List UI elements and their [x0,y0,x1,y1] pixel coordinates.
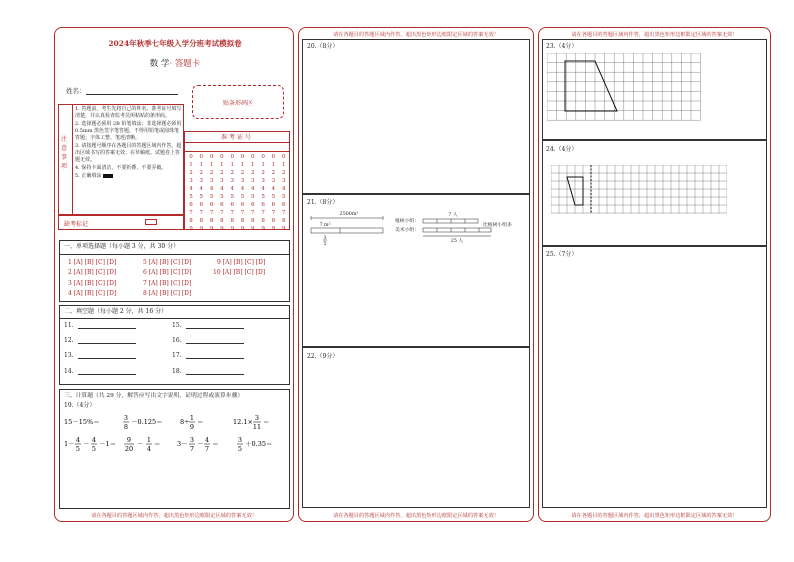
ticket-digit-bubble[interactable]: 0 [251,154,255,160]
ticket-digit-bubble[interactable]: 4 [251,186,255,192]
ticket-digit-column[interactable] [268,153,278,233]
frac-den: 8 [123,423,129,431]
ticket-digit-bubble[interactable]: 8 [281,218,286,224]
frac-den: 4 [146,445,152,453]
expr: － [83,440,90,448]
notice-title: 注意事项 [61,136,68,170]
choice-item[interactable]: 1 [A] [B] [C] [D] [68,259,117,266]
ticket-digit-bubble[interactable]: 4 [271,186,276,192]
ticket-bubble-grid[interactable] [186,153,290,231]
expr: － [197,440,204,448]
ticket-digit-bubble[interactable]: 9 [251,226,255,232]
subject-sub: · 答题卡 [169,59,201,69]
q19-label: 19.（4分） [64,402,96,409]
ticket-digit-bubble[interactable]: 1 [271,162,276,168]
choice-item[interactable]: 5 [A] [B] [C] [D] [143,259,192,266]
expr: 15－15%＝ [64,418,100,426]
fill-label: 18. [172,368,182,375]
frac-den: 5 [237,445,243,453]
subject-main: 数 学 [149,59,170,69]
warning-header: 请在各题目的答题区域内作答，超出黑色矩形边框限定区域的答案无效！ [571,32,738,38]
ratio-label: 比植树小组多 [483,223,512,228]
notice-item: 2. 选择题必须用 2B 铅笔填涂；非选择题必须用 0.5mm 黑色签字笔答题，不得用铅笔或圆珠笔答题；字体工整、笔迹清晰。 [75,121,182,141]
ticket-digit-column[interactable] [217,153,227,233]
ticket-digit-bubble[interactable]: 5 [240,194,245,200]
ticket-digit-bubble[interactable]: 2 [209,170,214,176]
ticket-digit-bubble[interactable]: 2 [261,170,265,176]
fill-label: 12. [64,337,74,344]
ticket-digit-bubble[interactable]: 0 [189,154,193,160]
ticket-digit-bubble[interactable]: 2 [220,170,224,176]
ticket-digit-bubble[interactable]: 1 [251,162,255,168]
expr: － [137,440,144,448]
name-field[interactable] [86,94,178,95]
ticket-digit-bubble[interactable]: 6 [240,202,245,208]
frac-num: 3 [189,436,195,444]
absent-label: 缺考标记 [64,221,89,228]
warning-footer: 请在各题目的答题区域内作答，超出黑色矩形边框限定区域的答案无效！ [90,513,257,519]
ticket-digit-bubble[interactable]: 9 [261,226,265,232]
ticket-digit-column[interactable] [238,153,248,233]
frac-num: 4 [204,436,210,444]
choice-item[interactable]: 7 [A] [B] [C] [D] [143,280,192,287]
frac-den: 5 [75,445,81,453]
answer-box-20[interactable] [302,39,530,194]
ticket-digit-bubble[interactable]: 5 [271,194,276,200]
ticket-digit-bubble[interactable]: 6 [230,202,234,208]
ticket-digit-bubble[interactable]: 0 [220,154,224,160]
warning-footer: 请在各题目的答题区域内作答，超出黑色矩形边框限定区域的答案无效！ [571,513,738,519]
ticket-digit-bubble[interactable]: 8 [199,218,204,224]
ticket-digit-bubble[interactable]: 7 [199,210,204,216]
ticket-write-row[interactable] [184,143,290,152]
ticket-digit-bubble[interactable]: 2 [240,170,245,176]
ticket-digit-bubble[interactable]: 8 [209,218,214,224]
ticket-digit-bubble[interactable]: 7 [261,210,265,216]
ticket-digit-bubble[interactable]: 1 [230,162,234,168]
ticket-digit-bubble[interactable]: 6 [189,202,193,208]
name-label: 姓名： [66,87,86,95]
ticket-digit-bubble[interactable]: 4 [240,186,245,192]
ticket-digit-bubble[interactable]: 6 [199,202,204,208]
people-label: 25 人 [450,239,464,244]
ticket-digit-bubble[interactable]: 7 [240,210,245,216]
ticket-digit-bubble[interactable]: 9 [281,226,286,232]
ticket-digit-bubble[interactable]: 4 [199,186,204,192]
ticket-digit-bubble[interactable]: 0 [209,154,214,160]
answer-box-25[interactable] [542,246,767,508]
ticket-digit-column[interactable] [227,153,237,233]
ticket-digit-bubble[interactable]: 9 [199,226,204,232]
ticket-digit-bubble[interactable]: 9 [189,226,193,232]
frac-den: 7 [204,445,210,453]
fill-answer-line[interactable] [186,343,244,344]
barcode-label: 贴条形码区 [222,100,253,107]
frac-den: 20 [124,445,134,453]
ticket-digit-bubble[interactable]: 3 [240,178,245,184]
expr: ＝ [212,440,219,448]
q23-label: 23.（4分） [546,43,578,50]
fill-label: 15. [172,322,182,329]
ticket-digit-bubble[interactable]: 3 [230,178,234,184]
notice-item-fill: 5. 正确填涂 [75,173,182,180]
ticket-digit-bubble[interactable]: 4 [189,186,193,192]
expr: ＋0.35＝ [245,440,273,448]
ticket-digit-column[interactable] [207,153,217,233]
ticket-digit-column[interactable] [248,153,258,233]
expr: －0.125＝ [131,418,163,426]
fill-answer-line[interactable] [78,374,136,375]
fill-label: 11. [64,322,74,329]
warning-header: 请在各题目的答题区域内作答，超出黑色矩形边框限定区域的答案无效！ [332,32,499,38]
ticket-digit-bubble[interactable]: 5 [281,194,286,200]
choice-item[interactable]: 10 [A] [B] [C] [D] [213,269,266,276]
ticket-digit-bubble[interactable]: 9 [230,226,234,232]
ticket-digit-bubble[interactable]: 7 [209,210,214,216]
frac-num: 3 [323,236,327,241]
choice-item[interactable]: 2 [A] [B] [C] [D] [68,269,117,276]
ticket-digit-bubble[interactable]: 6 [251,202,255,208]
ticket-digit-bubble[interactable]: 1 [189,162,193,168]
notice-list [75,106,182,180]
ticket-digit-bubble[interactable]: 8 [261,218,265,224]
ticket-digit-bubble[interactable]: 3 [281,178,286,184]
grid-lines [547,53,701,120]
ticket-digit-bubble[interactable]: 4 [230,186,234,192]
people-label: 7 人 [448,213,458,218]
ticket-digit-bubble[interactable]: 9 [240,226,245,232]
q22-label: 22.（9分） [307,353,339,360]
ticket-digit-bubble[interactable]: 5 [261,194,265,200]
ticket-digit-bubble[interactable]: 3 [261,178,265,184]
notice-item: 3. 请按题号顺序在各题目的答题区域内作答，超出区域书写的答案无效；在草稿纸、试题卷上答题无效。 [75,143,182,163]
fill-example [103,174,113,178]
choice-item[interactable]: 6 [A] [B] [C] [D] [143,269,192,276]
ticket-digit-bubble[interactable]: 7 [251,210,255,216]
ticket-digit-bubble[interactable]: 0 [240,154,245,160]
answer-box-22[interactable] [302,347,530,508]
expr: ＝ [154,440,161,448]
fill-label: 16. [172,337,182,344]
frac-den: 5 [323,242,327,247]
trapezoid-shape [565,61,617,111]
expr: ＝ [263,418,270,426]
ticket-digit-bubble[interactable]: 5 [220,194,224,200]
frac-num: 1 [146,436,152,444]
ticket-digit-bubble[interactable]: 3 [271,178,276,184]
ticket-digit-bubble[interactable]: 9 [271,226,276,232]
choice-item[interactable]: 9 [A] [B] [C] [D] [217,259,266,266]
ticket-digit-bubble[interactable]: 7 [230,210,234,216]
q25-label: 25.（7分） [546,251,578,258]
section-fill-title: 二、填空题（每小题 2 分，共 16 分） [64,308,168,315]
ticket-digit-column[interactable] [196,153,206,233]
ticket-digit-bubble[interactable]: 2 [230,170,234,176]
ticket-digit-bubble[interactable]: 7 [281,210,286,216]
ticket-digit-bubble[interactable]: 6 [261,202,265,208]
ticket-digit-bubble[interactable]: 4 [281,186,286,192]
ticket-digit-bubble[interactable]: 6 [220,202,224,208]
expr: －1＝ [99,440,117,448]
fill-answer-line[interactable] [186,374,244,375]
frac-den: 11 [252,423,262,431]
q21-label: 21.（8分） [307,199,339,206]
ticket-digit-bubble[interactable]: 5 [199,194,204,200]
expr: 1－ [64,440,75,448]
section-calc-title: 三、计算题（共 29 分，解答应写出文字说明，证明过程或演算步骤） [64,393,244,399]
choice-item[interactable]: 8 [A] [B] [C] [D] [143,290,192,297]
ticket-digit-bubble[interactable]: 6 [271,202,276,208]
ticket-digit-bubble[interactable]: 3 [220,178,224,184]
ticket-digit-bubble[interactable]: 4 [209,186,214,192]
frac-num: 3 [237,436,243,444]
notice-item: 1. 答题前，考生先将自己的姓名、准考证号填写清楚，并认真检查监考员所粘贴的条形码。 [75,106,182,119]
ticket-digit-bubble[interactable]: 5 [230,194,234,200]
ticket-digit-bubble[interactable]: 1 [209,162,214,168]
frac-num: 4 [91,436,97,444]
q24-grid [551,165,727,215]
ticket-digit-bubble[interactable]: 2 [251,170,255,176]
ticket-digit-bubble[interactable]: 0 [199,154,204,160]
expr: 8÷ [180,418,190,426]
fill-answer-line[interactable] [78,343,136,344]
ticket-digit-bubble[interactable]: 7 [271,210,276,216]
ticket-digit-bubble[interactable]: 4 [220,186,224,192]
fill-answer-line[interactable] [186,328,244,329]
subject-title [80,57,270,69]
fill-label: 13. [64,352,74,359]
ticket-digit-bubble[interactable]: 8 [240,218,245,224]
calc-expressions [59,410,290,460]
ticket-digit-bubble[interactable]: 9 [220,226,224,232]
ticket-digit-bubble[interactable]: 0 [281,154,286,160]
ticket-digit-bubble[interactable]: 0 [230,154,234,160]
exam-title: 2024年秋季七年级入学分班考试模拟卷 [108,39,242,48]
warning-footer: 请在各题目的答题区域内作答，超出黑色矩形边框限定区域的答案无效！ [332,513,499,519]
ticket-digit-column[interactable] [186,153,196,233]
ticket-digit-bubble[interactable]: 3 [209,178,214,184]
ticket-digit-bubble[interactable]: 0 [271,154,276,160]
frac-den: 5 [91,445,97,453]
ticket-digit-bubble[interactable]: 1 [261,162,265,168]
q20-label: 20.（8分） [307,43,339,50]
ticket-digit-bubble[interactable]: 6 [281,202,286,208]
frac-num: 1 [189,414,195,422]
frac-num: 4 [75,436,81,444]
expr: ＝ [197,418,204,426]
expr: 3－ [177,440,188,448]
ticket-digit-bubble[interactable]: 8 [230,218,234,224]
ticket-digit-bubble[interactable]: 7 [220,210,224,216]
ticket-digit-column[interactable] [258,153,268,233]
frac-num: 9 [126,436,132,444]
fill-answer-line[interactable] [78,358,136,359]
ticket-digit-bubble[interactable]: 1 [220,162,224,168]
fill-label: 14. [64,368,74,375]
ticket-digit-bubble[interactable]: 3 [199,178,204,184]
frac-den: 9 [189,423,195,431]
ticket-digit-bubble[interactable]: 5 [251,194,255,200]
ticket-digit-column[interactable] [279,153,289,233]
expr: 12.1× [233,418,253,426]
choice-item[interactable]: 4 [A] [B] [C] [D] [68,290,117,297]
section-choice-title: 一、单项选择题（每小题 3 分，共 30 分） [64,243,180,250]
ticket-digit-bubble[interactable]: 2 [189,170,193,176]
ticket-digit-bubble[interactable]: 9 [209,226,214,232]
ticket-digit-bubble[interactable]: 2 [271,170,276,176]
ticket-digit-bubble[interactable]: 7 [189,210,193,216]
ticket-digit-bubble[interactable]: 8 [251,218,255,224]
ticket-digit-bubble[interactable]: 8 [189,218,193,224]
ticket-digit-bubble[interactable]: 8 [271,218,276,224]
fill-answer-line[interactable] [186,358,244,359]
notice-item: 4. 保持卡面清洁，不要折叠，不要弄破。 [75,165,167,171]
ticket-digit-bubble[interactable]: 8 [220,218,224,224]
ticket-digit-bubble[interactable]: 0 [261,154,265,160]
ticket-digit-bubble[interactable]: 1 [240,162,245,168]
q24-label: 24.（4分） [546,146,578,153]
absent-checkbox[interactable] [145,219,157,225]
ticket-digit-bubble[interactable]: 1 [199,162,204,168]
ticket-digit-bubble[interactable]: 2 [199,170,204,176]
ticket-digit-bubble[interactable]: 5 [189,194,193,200]
ticket-digit-bubble[interactable]: 2 [281,170,286,176]
choice-item[interactable]: 3 [A] [B] [C] [D] [68,280,117,287]
q23-grid [547,53,707,123]
ticket-digit-bubble[interactable]: 3 [189,178,193,184]
row-label: 美术小组： [395,228,419,233]
fill-label: 17. [172,352,182,359]
frac-num: 3 [254,414,260,422]
area-label: 2500m² [339,212,359,217]
q21-segment-diagram [303,208,529,248]
seg-label: 7 m² [319,223,331,228]
ticket-digit-bubble[interactable]: 6 [209,202,214,208]
ticket-digit-bubble[interactable]: 3 [251,178,255,184]
ticket-digit-bubble[interactable]: 5 [209,194,214,200]
ticket-digit-bubble[interactable]: 4 [261,186,265,192]
ticket-digit-bubble[interactable]: 1 [281,162,286,168]
fill-answer-line[interactable] [78,328,136,329]
frac-den: 7 [189,445,195,453]
grid-lines [551,165,727,213]
row-label: 植树小组： [395,219,419,224]
frac-num: 3 [123,414,129,422]
ticket-label: 准考证号 [220,134,253,141]
